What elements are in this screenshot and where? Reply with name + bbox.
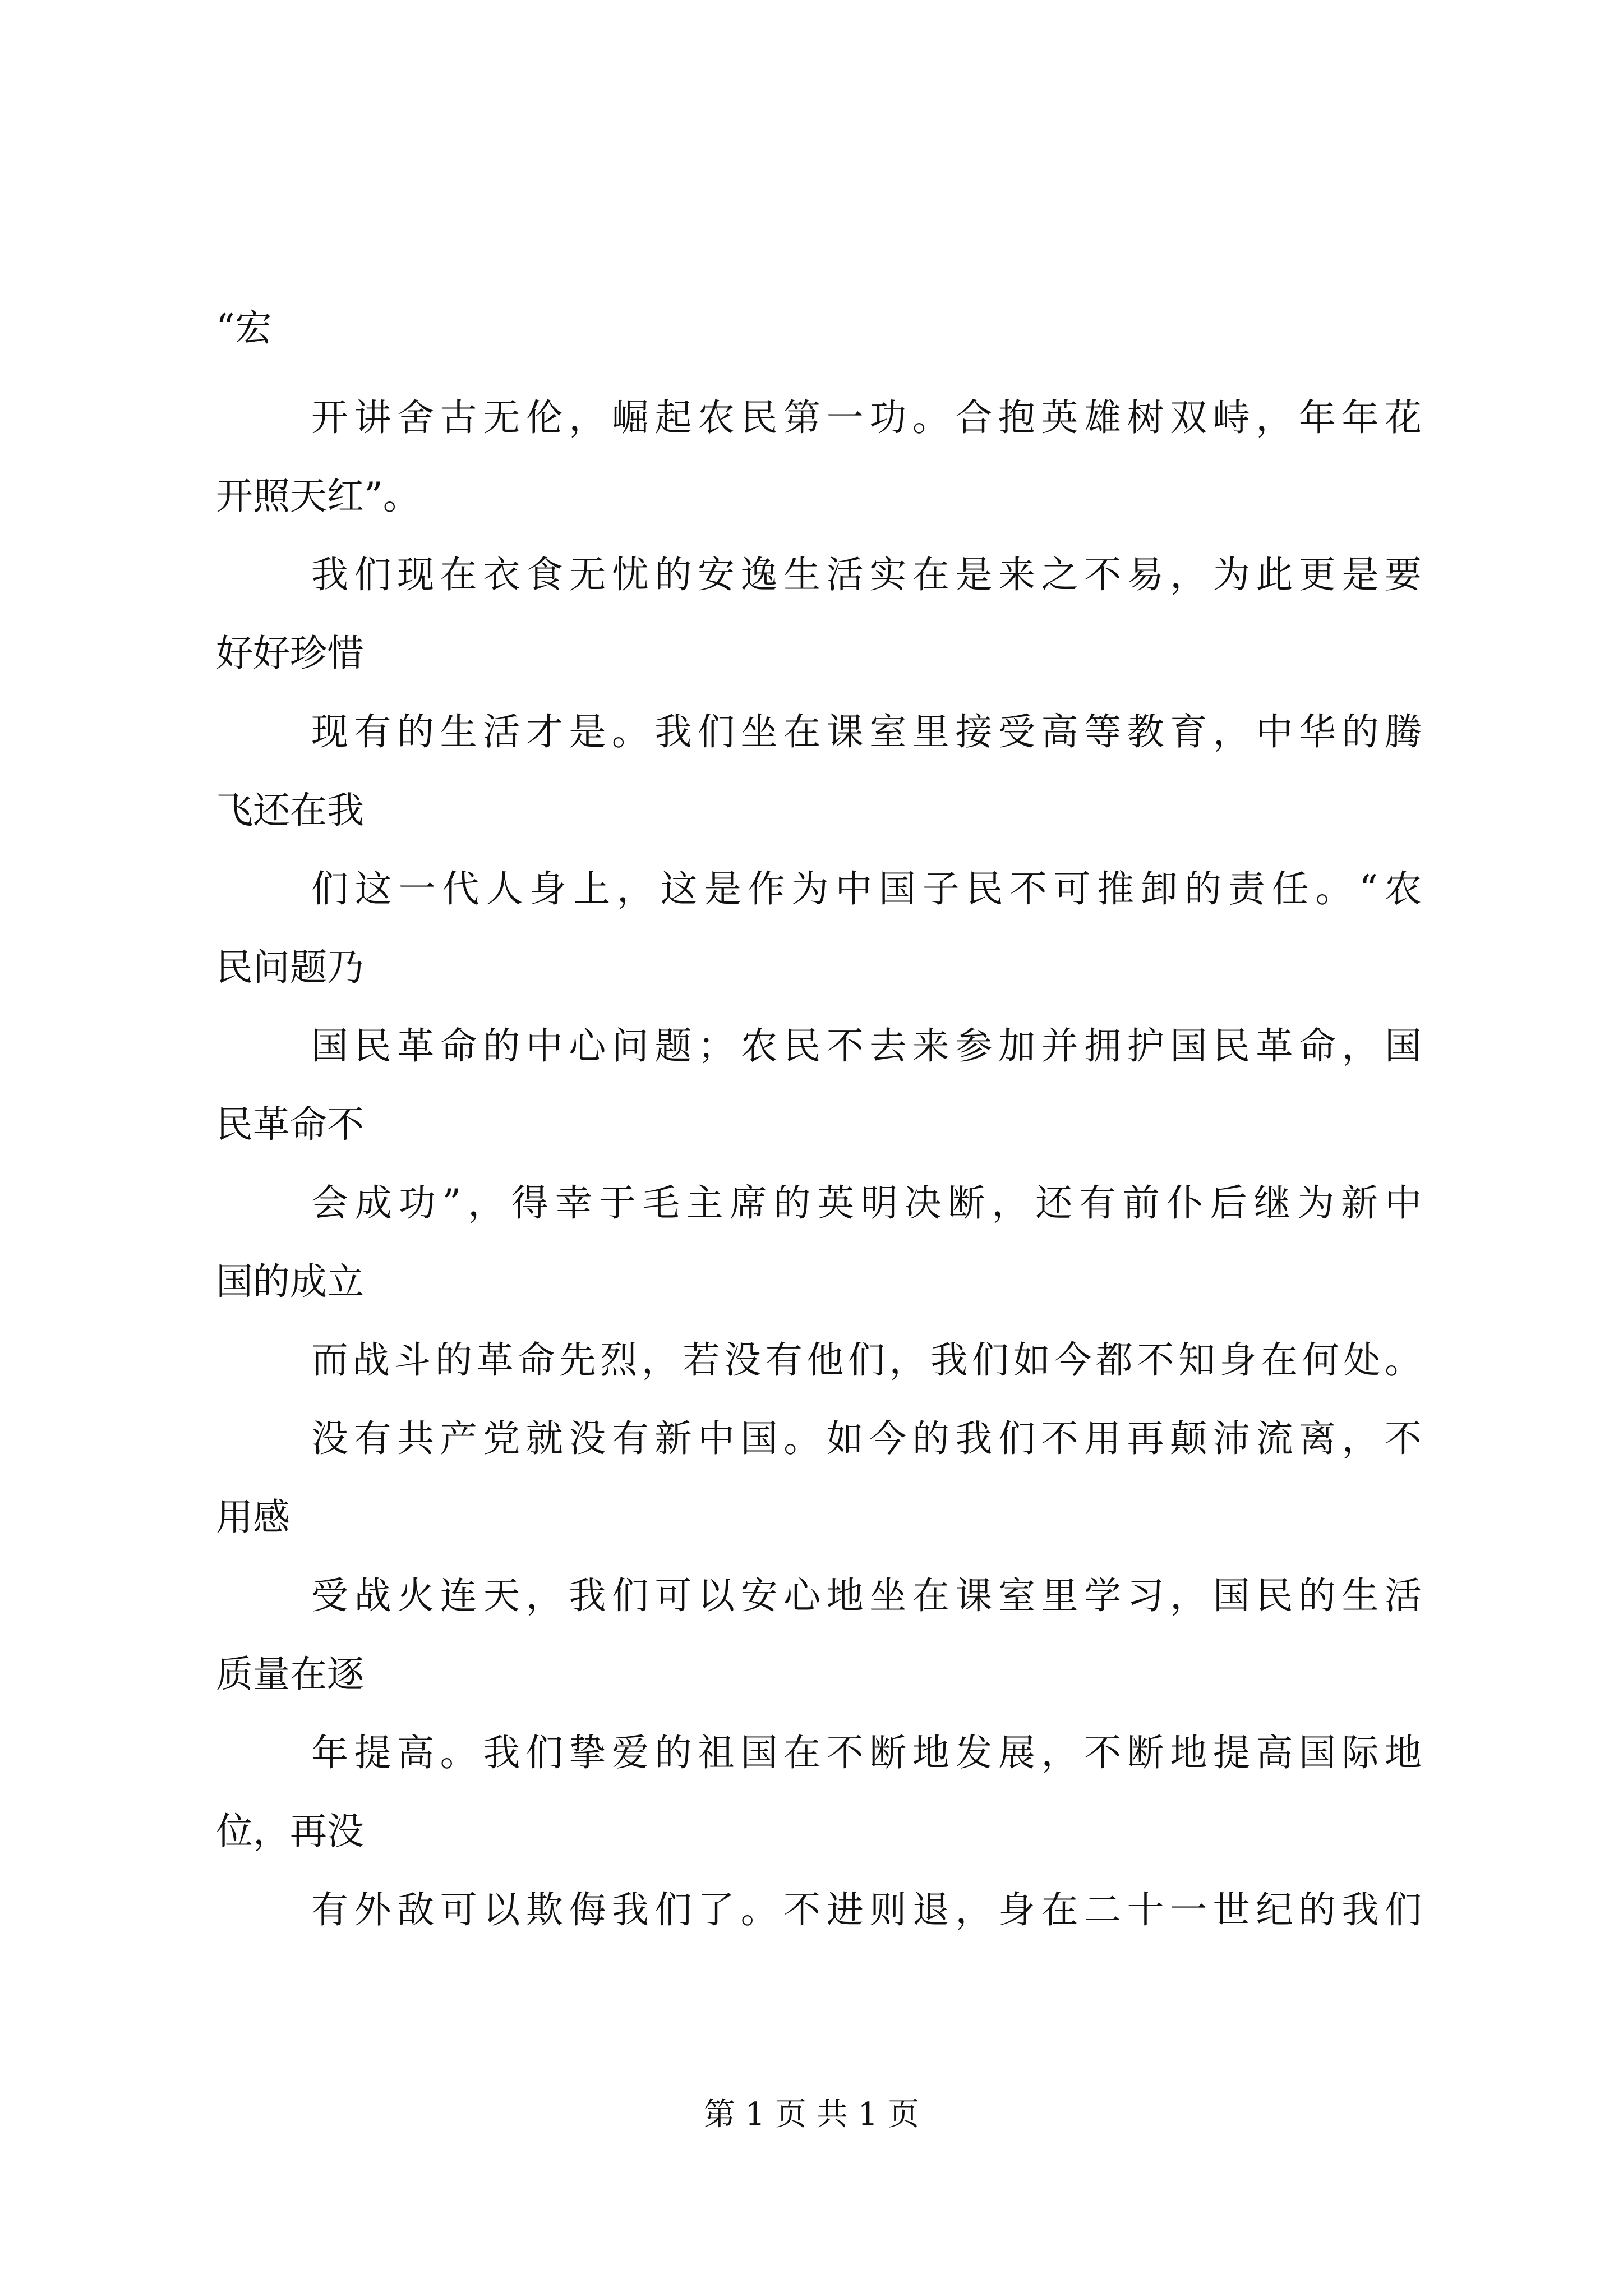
text-line: 用感	[216, 1496, 290, 1539]
text-line: 开讲舍古无伦，崛起农民第一功。合抱英雄树双峙，年年花	[311, 396, 1422, 439]
text-line: 受战火连天，我们可以安心地坐在课室里学习，国民的生活	[311, 1574, 1422, 1617]
text-line: 没有共产党就没有新中国。如今的我们不用再颠沛流离，不	[311, 1417, 1422, 1460]
text-line: 位，再没	[216, 1810, 364, 1853]
text-line: 民问题乃	[216, 946, 364, 989]
text-line: 质量在逐	[216, 1653, 364, 1696]
text-line: 们这一代人身上，这是作为中国子民不可推卸的责任。“农	[311, 867, 1422, 910]
text-line: “宏	[216, 306, 272, 349]
text-line: 而战斗的革命先烈，若没有他们，我们如今都不知身在何处。	[311, 1338, 1422, 1382]
text-line: 好好珍惜	[216, 632, 364, 675]
text-line: 国民革命的中心问题；农民不去来参加并拥护国民革命，国	[311, 1024, 1422, 1068]
text-line: 我们现在衣食无忧的安逸生活实在是来之不易，为此更是要	[311, 553, 1422, 596]
text-line: 年提高。我们挚爱的祖国在不断地发展，不断地提高国际地	[311, 1731, 1422, 1774]
text-line: 会成功”，得幸于毛主席的英明决断，还有前仆后继为新中	[311, 1181, 1422, 1225]
text-line: 有外敌可以欺侮我们了。不进则退，身在二十一世纪的我们	[311, 1888, 1422, 1931]
text-line: 国的成立	[216, 1260, 364, 1303]
text-line: 民革命不	[216, 1103, 364, 1146]
text-line: 飞还在我	[216, 789, 364, 832]
text-line: 开照天红”。	[216, 475, 420, 518]
page-footer: 第 1 页 共 1 页	[703, 2096, 920, 2133]
text-line: 现有的生活才是。我们坐在课室里接受高等教育，中华的腾	[311, 710, 1422, 753]
